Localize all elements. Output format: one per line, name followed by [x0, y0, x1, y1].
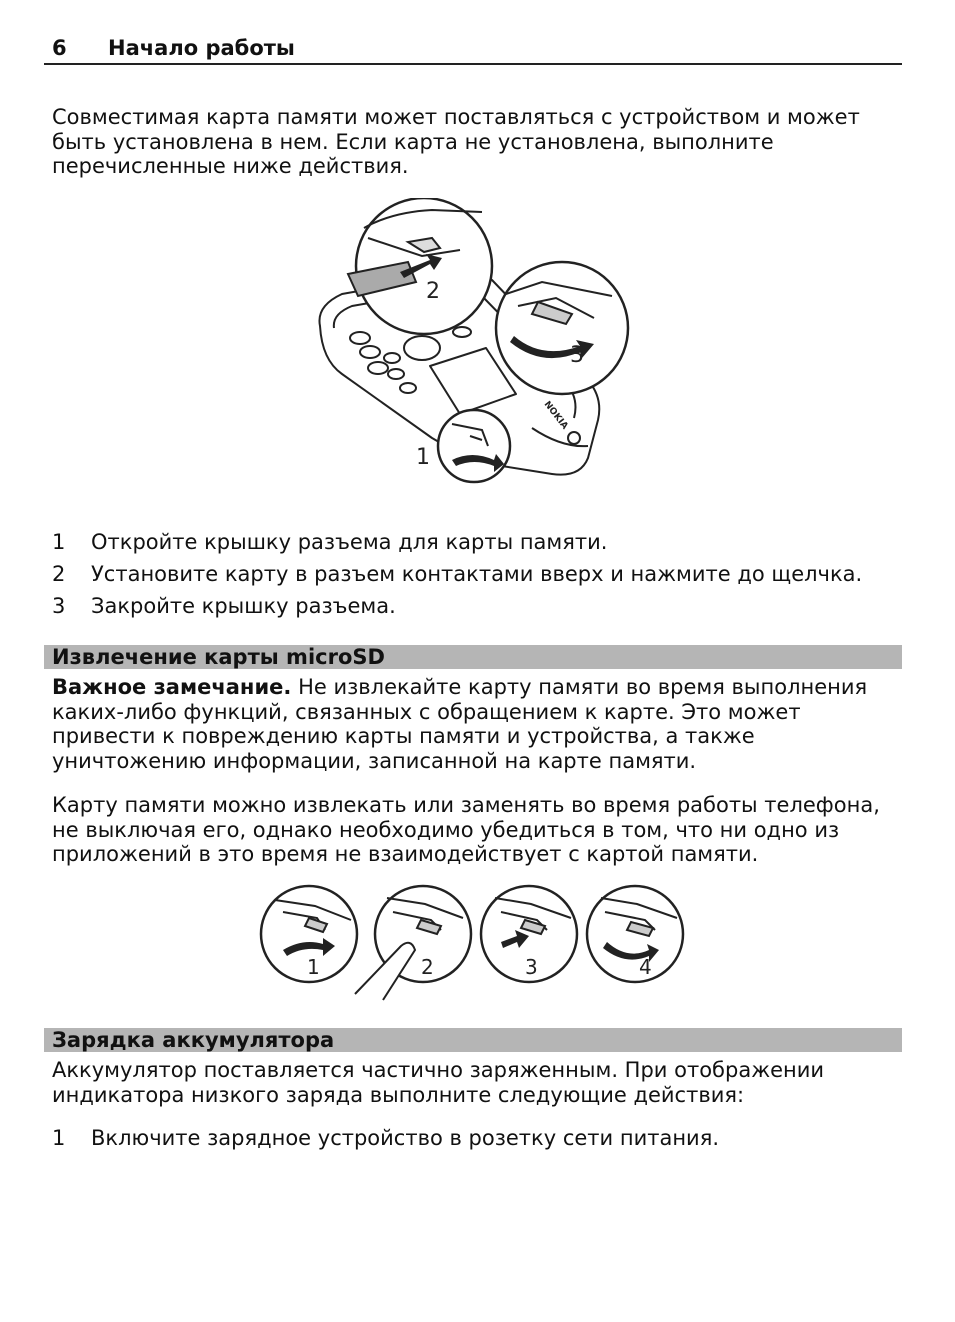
removal-step-2: 2	[421, 955, 434, 979]
step-number: 3	[52, 594, 66, 618]
note-lead: Важное замечание.	[52, 675, 292, 699]
section-title: Извлечение карты microSD	[52, 645, 385, 669]
callout-2: 2	[426, 279, 440, 304]
step-text: Включите зарядное устройство в розетку сети питания.	[91, 1126, 720, 1150]
section-heading-remove-card	[44, 645, 902, 669]
removal-step-1: 1	[307, 955, 320, 979]
removal-step-4: 4	[639, 955, 652, 979]
page-header	[44, 36, 902, 65]
section-heading-charging	[44, 1028, 902, 1052]
callout-1: 1	[416, 445, 430, 470]
page-number: 6	[52, 36, 67, 60]
callout-3: 3	[570, 343, 584, 368]
card-removal-illustration	[255, 884, 687, 1002]
step-number: 2	[52, 562, 66, 586]
svg-text:NOKIA: NOKIA	[541, 399, 570, 432]
step-number: 1	[52, 1126, 66, 1150]
removal-step-3: 3	[525, 955, 538, 979]
remove-paragraph: Карту памяти можно извлекать или заменять во время работы телефона, не выключая его, однако необходимо убедиться в том, что ни одно из приложений в это время не взаимодействует с картой памяти.	[52, 793, 880, 866]
note-text: Не извлекайте карту памяти во время выполнения каких-либо функций, связанных с обращением к карте. Это может привести к повреждению карты памяти и устройства, а также уничтожению информации, записанной на карте памяти.	[52, 675, 868, 773]
charging-paragraph: Аккумулятор поставляется частично заряженным. При отображении индикатора низкого заряда выполните следующие действия:	[52, 1058, 825, 1107]
step-text: Откройте крышку разъема для карты памяти.	[91, 530, 608, 554]
chapter-title: Начало работы	[108, 36, 295, 60]
step-text: Закройте крышку разъема.	[91, 594, 396, 618]
memory-card-insertion-illustration	[312, 198, 634, 490]
section-title: Зарядка аккумулятора	[52, 1028, 335, 1052]
important-note	[52, 675, 902, 773]
step-text: Установите карту в разъем контактами вверх и нажмите до щелчка.	[91, 562, 863, 586]
intro-paragraph: Совместимая карта памяти может поставляться с устройством и может быть установлена в нем. Если карта не установлена, выполните перечисленные ниже действия.	[52, 105, 860, 178]
step-number: 1	[52, 530, 66, 554]
